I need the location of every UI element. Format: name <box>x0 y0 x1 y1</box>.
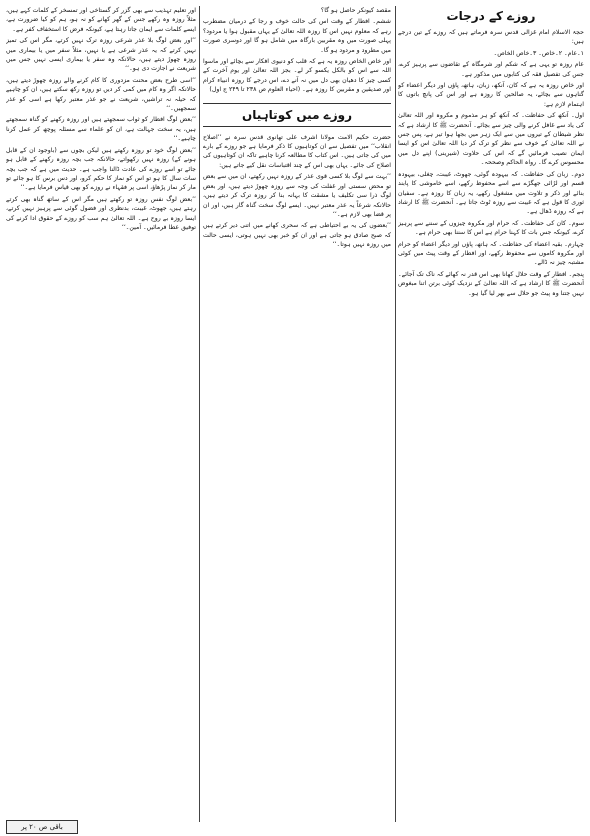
paragraph: مقصد کیونکر حاصل ہو گا؟ <box>320 7 391 14</box>
paragraph: ’’بعض لوگ نفس روزہ تو رکھتے ہیں مگر اس کے ساتھ گناہ بھی کرتے رہتے ہیں، جھوٹ، غیبت، بدنظری اور فضول گوئی سے پرہیز نہیں کرتے، ایسا روزہ بے روح ہے۔ اللہ تعالیٰ ہم سب کو روزے کے حقوق ادا کرنے کی توفیق عطا فرمائیں۔ آمین۔‘‘ <box>6 195 196 231</box>
continued-on-page-label: باقی ص ۲۰ پر <box>6 820 78 834</box>
paragraph: اور خاص الخاص روزہ یہ ہے کہ قلب کو دنیوی افکار سے بچائے اور ماسوا اللہ سے اس کو بالکل یکسو کر لے۔ بجز اللہ تعالیٰ اور یوم آخرت کے کسی چیز کا دھیان بھی دل میں نہ آنے دے، اس درجے کا روزہ انبیاء کرام اور صدیقین و مقربین کا روزہ ہے۔ (احیاء العلوم ص ۲۳۸ تا ۲۴۹ ج اول) <box>203 58 391 94</box>
paragraph: ’’بہت سے لوگ بلا کسی قوی عذر کے روزہ نہیں رکھتے، ان میں سے بعض تو محض سستی اور غفلت کی وجہ سے روزہ چھوڑ دیتے ہیں، اور بعض لوگ ذرا سی تکلیف یا مشقت کا بہانہ بنا کر روزہ ترک کر دیتے ہیں، حالانکہ شرعاً یہ عذر معتبر نہیں۔ ایسے لوگ سخت گناہ گار ہیں، اور ان پر قضا بھی لازم ہے۔‘‘ <box>203 173 391 218</box>
paragraph: چہارم۔ بقیہ اعضاء کی حفاظت۔ کہ ہاتھ، پاؤں اور دیگر اعضاء کو حرام اور مکروہ کاموں سے محفوظ رکھے، اور افطار کے وقت پیٹ میں کوئی مشتبہ چیز نہ ڈالے۔ <box>398 240 584 267</box>
paragraph: حضرت حکیم الامت مولانا اشرف علی تھانوی قدس سرہ نے ’’اصلاح انقلاب‘‘ میں تفصیل سے ان کوتاہیوں کا ذکر فرمایا ہے جو روزے کے بارے میں کی جاتی ہیں۔ اس کتاب کا مطالعہ کرنا چاہیے تاکہ ان کوتاہیوں کی اصلاح کی جائے۔ یہاں بھی اس کے چند اقتباسات نقل کیے جاتے ہیں: <box>203 133 391 169</box>
paragraph: پنجم۔ افطار کے وقت حلال کھانا بھی اس قدر نہ کھائے کہ ناک تک آجائے۔ آنحضرت ﷺ کا ارشاد ہے کہ اللہ تعالیٰ کے نزدیک کوئی برتن اتنا مبغوض نہیں جتنا وہ پیٹ جو حلال سے بھر لیا گیا ہو۔ <box>398 270 584 297</box>
paragraph: دوم۔ زبان کی حفاظت۔ کہ بیہودہ گوئی، جھوٹ، غیبت، چغلی، بیہودہ قسم اور لڑائی جھگڑے سے اسے محفوظ رکھے، اسے خاموشی کا پابند بنائے اور ذکر و تلاوت میں مشغول رکھے، یہ زبان کا روزہ ہے۔ سفیان ثوری کا قول ہے کہ غیبت سے روزہ ٹوٹ جاتا ہے۔ آنحضرت ﷺ کا ارشاد ہے کہ روزہ ڈھال ہے۔ <box>398 170 584 216</box>
paragraph: اول۔ آنکھ کی حفاظت۔ کہ آنکھ کو ہر مذموم و مکروہ اور اللہ تعالیٰ کی یاد سے غافل کرنے والی چیز سے بچائے۔ آنحضرت ﷺ کا ارشاد ہے کہ نظر شیطان کے تیروں میں سے ایک زہر میں بجھا ہوا تیر ہے، پس جس نے اللہ تعالیٰ کے خوف سے نظر کو ترک کر دیا اللہ تعالیٰ اس کو ایسا ایمان نصیب فرمائیں گے کہ اس کی حلاوت (شیرینی) اپنے دل میں محسوس کرے گا۔ رواہ الحاکم وصححہ۔ <box>398 112 584 167</box>
section-heading-shortcomings: روزے میں کوتاہیاں <box>203 103 391 127</box>
paragraph: ۱۔عام۔ ۲۔خاص۔ ۳۔خاص الخاص۔ <box>493 49 584 57</box>
paragraph: ’’بعض لوگ خود تو روزہ رکھتے ہیں لیکن بچوں سے (باوجود ان کے قابل ہونے کے) روزہ نہیں رکھواتے، حالانکہ جب بچہ روزہ رکھنے کے قابل ہو جائے تو اسے روزے کی عادت ڈالنا واجب ہے۔ حدیث میں ہے کہ جب بچہ سات سال کا ہو تو اس کو نماز کا حکم کرو، اور دس برس کا ہو جائے تو مار کر نماز پڑھاؤ، اسی پر فقہاء نے روزے کو بھی قیاس فرمایا ہے۔‘‘ <box>6 146 196 192</box>
paragraph: اور تعلیم تہذیب سے بھی گزر کر گستاخی اور تمسخر کے کلمات کہے ہیں، مثلاً روزہ وہ رکھے جس کے گھر کھانے کو نہ ہو، ہم کو کیا ضرورت ہے، ایسے کلمات سے ایمان جاتا رہتا ہے، کیونکہ فرض کا استخفاف کفر ہے۔ <box>6 7 196 33</box>
paragraph: ’’بعض لوگ افطار کو ثواب سمجھتے ہیں اور روزہ رکھنے کو گناہ سمجھتے ہیں، یہ سخت جہالت ہے، ان کو علماء سے مسئلہ پوچھ کر عمل کرنا چاہیے۔‘‘ <box>6 116 196 143</box>
middle-column <box>203 6 391 830</box>
paragraph: حجۃ الاسلام امام غزالی قدس سرہ فرماتے ہیں کہ روزے کے تین درجے ہیں: <box>398 29 584 46</box>
section-heading-fasting-levels: روزے کے درجات <box>446 9 536 23</box>
column-divider <box>395 6 396 822</box>
paragraph: ششم۔ افطار کے وقت اس کی حالت خوف و رجا کے درمیان مضطرب رہے کہ معلوم نہیں اس کا روزہ اللہ تعالیٰ کے یہاں مقبول ہوا یا مردود؟ پہلی صورت میں وہ مقربین بارگاہ میں شامل ہو گا اور دوسری صورت میں مطرود و مردود ہو گا۔ <box>203 18 391 54</box>
column-divider <box>199 6 200 822</box>
paragraph: ’’بعضوں کی یہ بے احتیاطی ہے کہ سحری کھانے میں اتنی دیر کرتے ہیں کہ صبح صادق ہو جاتی ہے اور ان کو خبر بھی نہیں ہوتی، ایسی حالت میں روزہ نہیں ہوتا۔‘‘ <box>203 222 391 249</box>
paragraph: عام روزہ تو یہی ہے کہ شکم اور شرمگاہ کے تقاضوں سے پرہیز کرے، جس کی تفصیل فقہ کی کتابوں میں مذکور ہے۔ <box>398 61 584 78</box>
paragraph: اور خاص روزہ یہ ہے کہ کان، آنکھ، زبان، ہاتھ، پاؤں اور دیگر اعضاء کو گناہوں سے بچائے، یہ صالحین کا روزہ ہے اور اس کی پانچ باتوں کا اہتمام لازم ہے: <box>398 82 584 108</box>
paragraph: ’’اور بعض لوگ بلا عذر شرعی روزہ ترک نہیں کرتے، مگر اس کی تمیز نہیں کرتے کہ یہ عذر شرعی ہے یا نہیں، مثلاً سفر میں یا بیماری میں روزہ چھوڑ دیتے ہیں، حالانکہ وہ سفر یا بیماری ایسی نہیں جس میں شریعت نے اجازت دی ہو۔‘‘ <box>6 37 196 73</box>
paragraph: سوم۔ کان کی حفاظت۔ کہ حرام اور مکروہ چیزوں کے سننے سے پرہیز کرے، کیونکہ جس بات کا کہنا حرام ہے اس کا سننا بھی حرام ہے۔ <box>398 219 584 237</box>
paragraph: ’’اسی طرح بعض محنت مزدوری کا کام کرنے والے روزہ چھوڑ دیتے ہیں، حالانکہ اگر وہ کام میں کمی کر دیں تو روزہ رکھ سکتے ہیں، ان کو چاہیے کہ حیلہ نہ تراشیں، شریعت نے جو عذر معتبر رکھا ہے اسی کو عذر سمجھیں۔‘‘ <box>6 76 196 113</box>
right-column <box>398 6 584 830</box>
left-column <box>6 6 196 830</box>
